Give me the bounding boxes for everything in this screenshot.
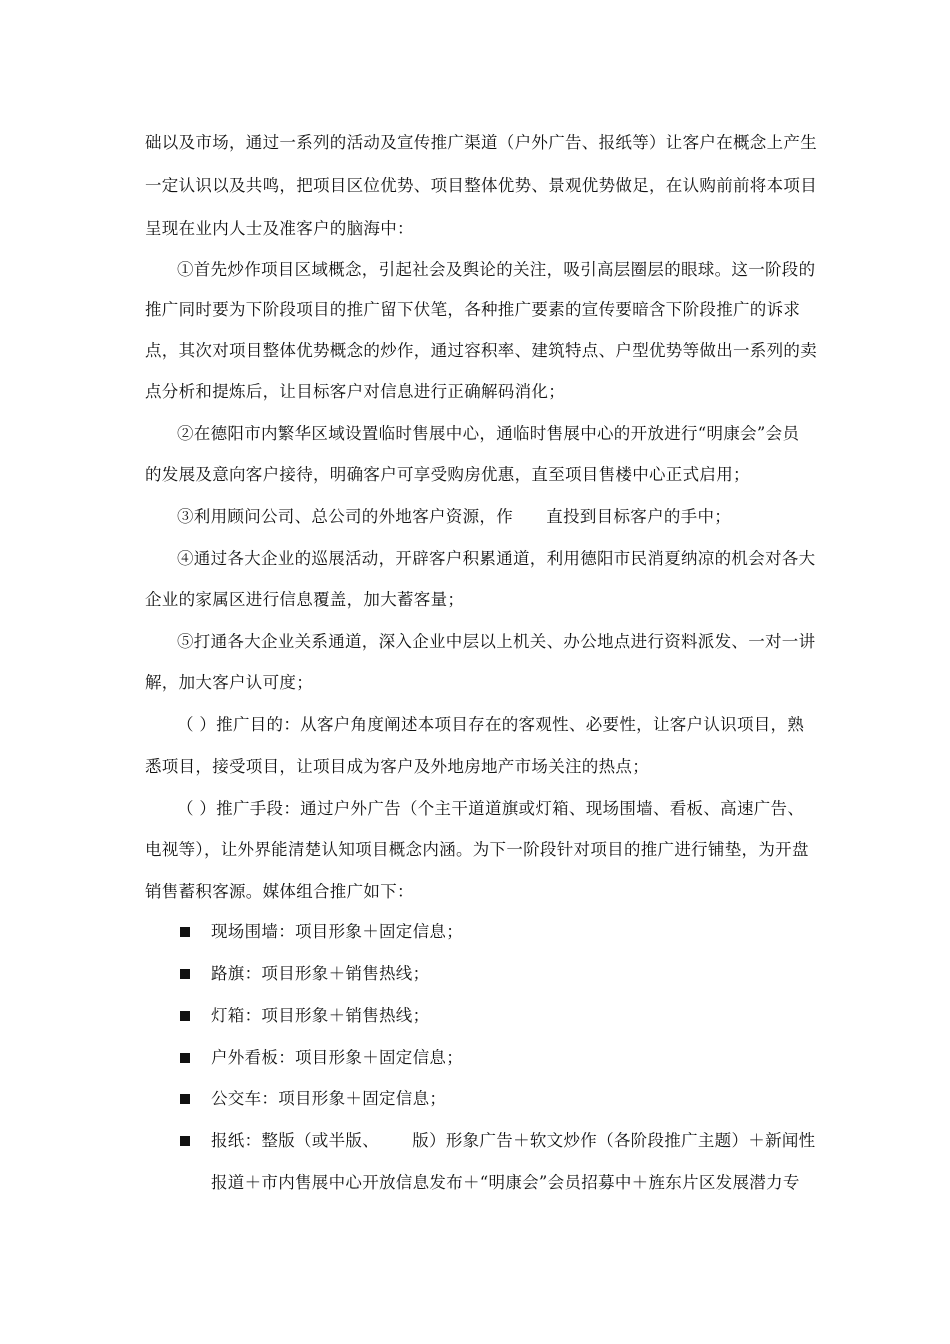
- bullet-item: 公交车：项目形象＋固定信息；: [211, 1089, 447, 1108]
- bullet-item: 报纸：整版（或半版、 版）形象广告＋软文炒作（各阶段推广主题）＋新闻性: [211, 1131, 816, 1150]
- bullet-item: 灯箱：项目形象＋销售热线；: [211, 1006, 430, 1025]
- paragraph-line: 企业的家属区进行信息覆盖，加大蓄客量；: [145, 590, 465, 609]
- paragraph-line: 呈现在业内人士及准客户的脑海中：: [145, 219, 414, 238]
- square-bullet-icon: [180, 1136, 190, 1146]
- paragraph-line: 础以及市场，通过一系列的活动及宣传推广渠道（户外广告、报纸等）让客户在概念上产生: [145, 133, 817, 152]
- paragraph-line: 一定认识以及共鸣，把项目区位优势、项目整体优势、景观优势做足，在认购前前将本项目: [145, 176, 817, 195]
- paragraph-line: ②在德阳市内繁华区域设置临时售展中心，通临时售展中心的开放进行“明康会”会员: [177, 424, 800, 443]
- bullet-item: 路旗：项目形象＋销售热线；: [211, 964, 430, 983]
- paragraph-line: 电视等），让外界能清楚认知项目概念内涵。为下一阶段针对项目的推广进行铺垫，为开盘: [145, 840, 809, 859]
- bullet-item: 现场围墙：项目形象＋固定信息；: [211, 922, 463, 941]
- square-bullet-icon: [180, 969, 190, 979]
- bullet-item: 户外看板：项目形象＋固定信息；: [211, 1048, 463, 1067]
- bullet-item-continuation: 报道＋市内售展中心开放信息发布＋“明康会”会员招募中＋旌东片区发展潜力专: [211, 1173, 800, 1192]
- square-bullet-icon: [180, 1094, 190, 1104]
- paragraph-line: ⑤打通各大企业关系通道，深入企业中层以上机关、办公地点进行资料派发、一对一讲: [177, 632, 816, 651]
- paragraph-line: 解，加大客户认可度；: [145, 673, 313, 692]
- paragraph-line: （ ）推广目的：从客户角度阐述本项目存在的客观性、必要性，让客户认识项目，熟: [177, 715, 805, 734]
- paragraph-line: （ ）推广手段：通过户外广告（个主干道道旗或灯箱、现场围墙、看板、高速广告、: [177, 799, 805, 818]
- paragraph-line: 悉项目，接受项目，让项目成为客户及外地房地产市场关注的热点；: [145, 757, 649, 776]
- square-bullet-icon: [180, 927, 190, 937]
- paragraph-line: 推广同时要为下阶段项目的推广留下伏笔，各种推广要素的宣传要暗含下阶段推广的诉求: [145, 300, 801, 319]
- paragraph-line: ④通过各大企业的巡展活动，开辟客户积累通道，利用德阳市民消夏纳凉的机会对各大: [177, 549, 816, 568]
- paragraph-line: 点，其次对项目整体优势概念的炒作，通过容积率、建筑特点、户型优势等做出一系列的卖: [145, 341, 817, 360]
- paragraph-line: 销售蓄积客源。媒体组合推广如下：: [145, 882, 414, 901]
- square-bullet-icon: [180, 1053, 190, 1063]
- paragraph-line: ①首先炒作项目区域概念，引起社会及舆论的关注，吸引高层圈层的眼球。这一阶段的: [177, 260, 816, 279]
- paragraph-line: 点分析和提炼后，让目标客户对信息进行正确解码消化；: [145, 382, 565, 401]
- square-bullet-icon: [180, 1011, 190, 1021]
- paragraph-line: ③利用顾问公司、总公司的外地客户资源，作 直投到目标客户的手中；: [177, 507, 732, 526]
- paragraph-line: 的发展及意向客户接待，明确客户可享受购房优惠，直至项目售楼中心正式启用；: [145, 465, 750, 484]
